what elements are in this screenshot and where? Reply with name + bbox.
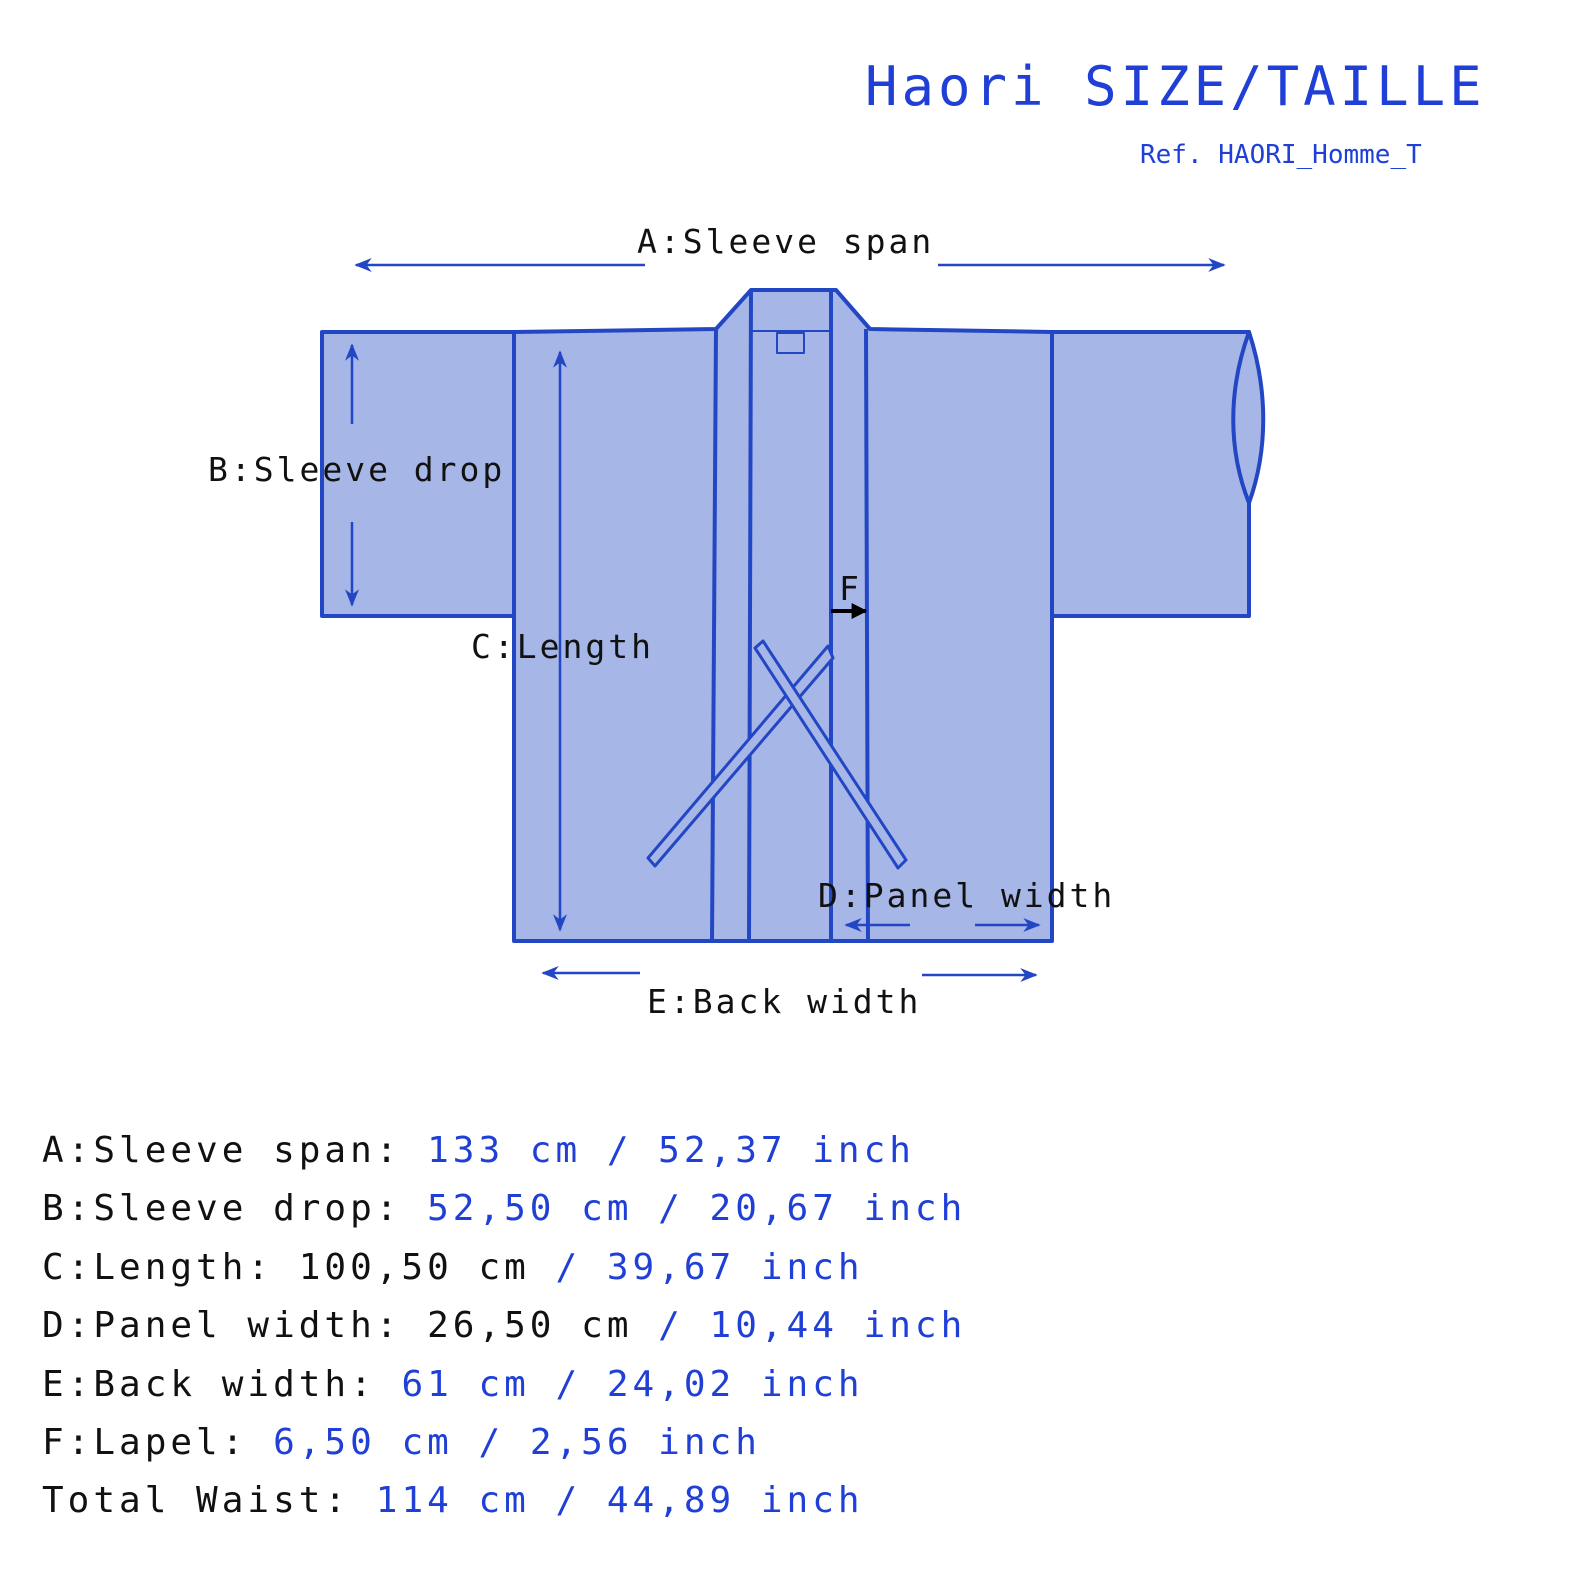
spec-row-sleeve-drop bbox=[42, 1186, 966, 1244]
spec-label: Total Waist: bbox=[42, 1480, 376, 1522]
label-length: C:Length bbox=[471, 627, 654, 666]
spec-value: 61 cm / 24,02 inch bbox=[401, 1363, 864, 1405]
spec-value: 6,50 cm / 2,56 inch bbox=[273, 1421, 761, 1463]
spec-row-total-waist bbox=[42, 1478, 966, 1536]
label-panel-width: D:Panel width bbox=[818, 876, 1116, 915]
page-title: Haori SIZE/TAILLE bbox=[865, 55, 1486, 118]
label-sleeve-drop: B:Sleeve drop bbox=[208, 450, 506, 489]
spec-value: 114 cm / 44,89 inch bbox=[375, 1480, 864, 1522]
size-spec-list bbox=[42, 1128, 966, 1537]
spec-label: A:Sleeve span: bbox=[42, 1130, 428, 1171]
spec-value: 52,50 cm / 20,67 inch bbox=[427, 1188, 967, 1230]
right-sleeve bbox=[1052, 332, 1249, 616]
label-lapel: F bbox=[839, 569, 859, 608]
spec-label: B:Sleeve drop: bbox=[42, 1188, 428, 1230]
garment-body bbox=[514, 290, 1052, 941]
spec-row-sleeve-span bbox=[42, 1128, 966, 1186]
spec-label: F:Lapel: bbox=[42, 1421, 274, 1463]
spec-label: C:Length: 100,50 cm bbox=[42, 1246, 556, 1288]
spec-row-back-width bbox=[42, 1362, 966, 1420]
spec-value: / 10,44 inch bbox=[658, 1305, 967, 1347]
spec-row-length bbox=[42, 1245, 966, 1303]
spec-row-lapel bbox=[42, 1420, 966, 1478]
spec-label: D:Panel width: 26,50 cm bbox=[42, 1305, 659, 1347]
label-sleeve-span: A:Sleeve span bbox=[637, 222, 935, 261]
spec-row-panel-width bbox=[42, 1303, 966, 1361]
reference-code: Ref. HAORI_Homme_T bbox=[1140, 140, 1422, 170]
spec-value: / 39,67 inch bbox=[555, 1246, 864, 1288]
garment bbox=[322, 290, 1263, 941]
label-back-width: E:Back width bbox=[647, 982, 922, 1021]
spec-value: 133 cm / 52,37 inch bbox=[427, 1130, 915, 1171]
spec-label: E:Back width: bbox=[42, 1363, 402, 1405]
